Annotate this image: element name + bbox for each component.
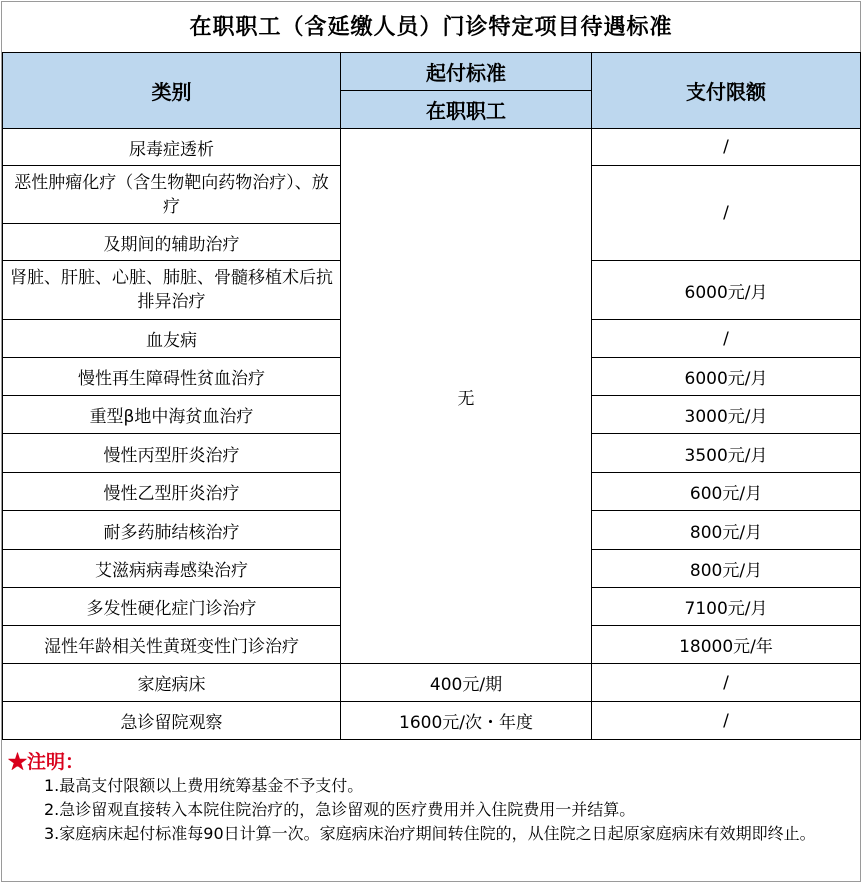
limit-cell: / <box>592 320 861 358</box>
header-category: 类别 <box>3 53 341 129</box>
category-cell: 慢性乙型肝炎治疗 <box>3 473 341 511</box>
notes-title: ★注明： <box>8 751 85 773</box>
category-cell: 多发性硬化症门诊治疗 <box>3 588 341 626</box>
category-cell: 慢性再生障碍性贫血治疗 <box>3 358 341 396</box>
note-item: 1.最高支付限额以上费用统筹基金不予支付。 <box>44 776 364 795</box>
limit-cell: 18000元/年 <box>592 626 861 664</box>
category-cell: 慢性丙型肝炎治疗 <box>3 434 341 473</box>
limit-cell: 3500元/月 <box>592 434 861 473</box>
threshold-cell: 400元/期 <box>341 664 592 702</box>
limit-cell: 800元/月 <box>592 550 861 588</box>
limit-cell: / <box>592 129 861 166</box>
limit-cell: / <box>592 166 861 261</box>
header-threshold: 起付标准 <box>341 53 592 91</box>
limit-cell: 600元/月 <box>592 473 861 511</box>
document-page <box>1 1 861 882</box>
category-cell: 肾脏、肝脏、心脏、肺脏、骨髓移植术后抗排异治疗 <box>3 261 341 320</box>
category-cell: 急诊留院观察 <box>3 702 341 740</box>
category-cell: 艾滋病病毒感染治疗 <box>3 550 341 588</box>
note-item: 3.家庭病床起付标准每90日计算一次。家庭病床治疗期间转住院的，从住院之日起原家庭病床有效期即终止。 <box>44 824 816 843</box>
category-cell: 耐多药肺结核治疗 <box>3 511 341 550</box>
limit-cell: 3000元/月 <box>592 396 861 434</box>
header-limit: 支付限额 <box>592 53 861 129</box>
category-cell: 及期间的辅助治疗 <box>3 224 341 261</box>
category-cell: 血友病 <box>3 320 341 358</box>
limit-cell: 6000元/月 <box>592 358 861 396</box>
header-threshold-sub: 在职职工 <box>341 91 592 129</box>
category-cell: 家庭病床 <box>3 664 341 702</box>
benefit-table <box>2 52 861 740</box>
note-item: 2.急诊留观直接转入本院住院治疗的，急诊留观的医疗费用并入住院费用一并结算。 <box>44 800 636 819</box>
page-title: 在职职工（含延缴人员）门诊特定项目待遇标准 <box>189 14 673 40</box>
notes-section <box>2 740 860 846</box>
limit-cell: / <box>592 702 861 740</box>
limit-cell: / <box>592 664 861 702</box>
limit-cell: 800元/月 <box>592 511 861 550</box>
limit-cell: 6000元/月 <box>592 261 861 320</box>
threshold-shared-cell: 无 <box>341 129 592 664</box>
limit-cell: 7100元/月 <box>592 588 861 626</box>
category-cell: 恶性肿瘤化疗（含生物靶向药物治疗）、放疗 <box>3 166 341 224</box>
category-cell: 重型β地中海贫血治疗 <box>3 396 341 434</box>
category-cell: 尿毒症透析 <box>3 129 341 166</box>
threshold-cell: 1600元/次・年度 <box>341 702 592 740</box>
category-cell: 湿性年龄相关性黄斑变性门诊治疗 <box>3 626 341 664</box>
